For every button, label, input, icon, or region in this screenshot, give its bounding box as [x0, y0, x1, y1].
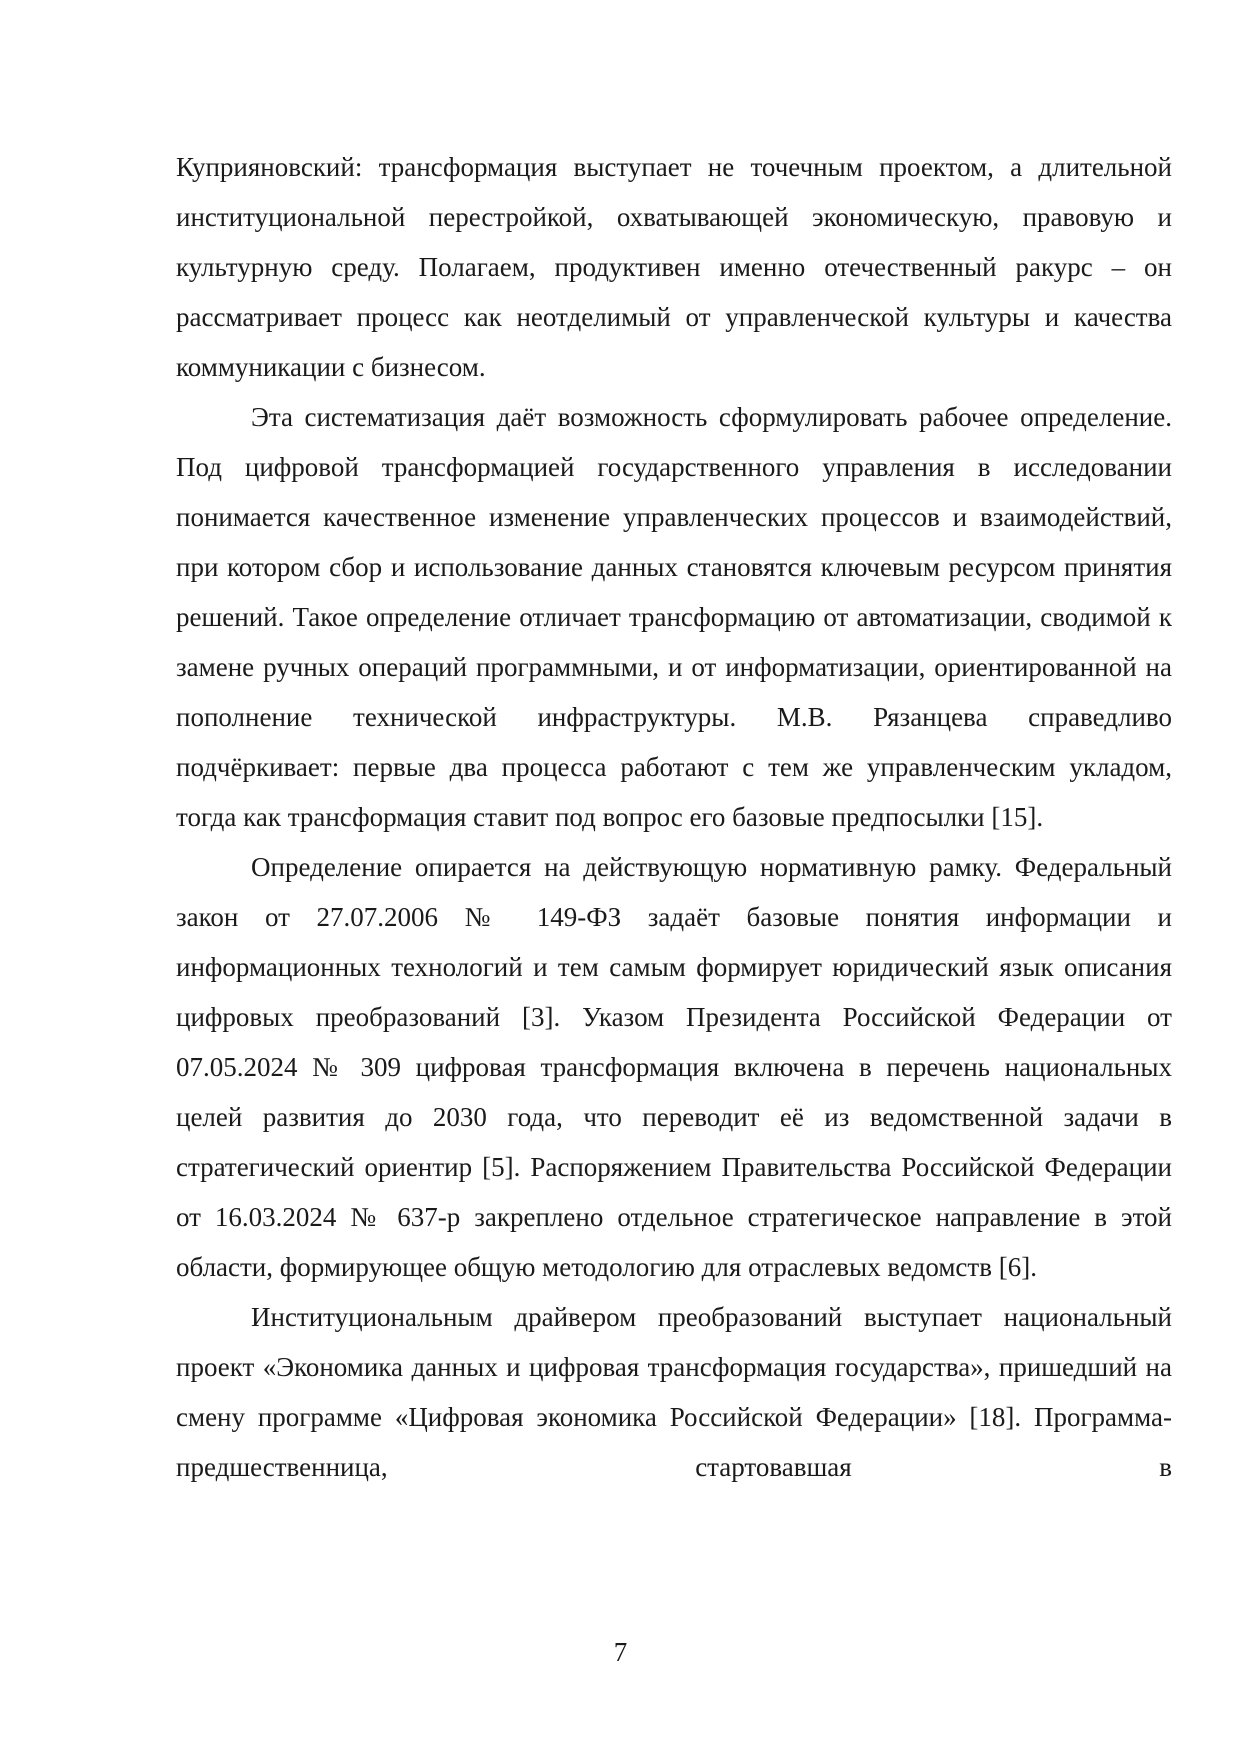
paragraph-4: Институциональным драйвером преобразований выступает национальный проект «Экономика данных и цифровая трансформация государства», пришедший на смену программе «Цифровая экономика Российской Федерации» [18]. Программа-предшественница, стартовавшая в	[176, 1302, 1172, 1482]
paragraph-3: Определение опирается на действующую нормативную рамку. Федеральный закон от 27.07.2006 № 149-ФЗ задаёт базовые понятия информации и информационных технологий и тем самым формирует юридический язык описания цифровых преобразований [3]. Указом Президента Российской Федерации от 07.05.2024 № 309 цифровая трансформация включена в перечень национальных целей развития до 2030 года, что переводит её из ведомственной задачи в стратегический ориентир [5]. Распоряжением Правительства Российской Федерации от 16.03.2024 № 637-р закреплено отдельное стратегическое направление в этой области, формирующее общую методологию для отраслевых ведомств [6].	[176, 852, 1172, 1282]
body-text	[176, 142, 1172, 1492]
paragraph-1: Куприяновский: трансформация выступает не точечным проектом, а длительной институциональной перестройкой, охватывающей экономическую, правовую и культурную среду. Полагаем, продуктивен именно отечественный ракурс – он рассматривает процесс как неотделимый от управленческой культуры и качества коммуникации с бизнесом.	[176, 152, 1172, 382]
paragraph-2: Эта систематизация даёт возможность сформулировать рабочее определение. Под цифровой трансформацией государственного управления в исследовании понимается качественное изменение управленческих процессов и взаимодействий, при котором сбор и использование данных становятся ключевым ресурсом принятия решений. Такое определение отличает трансформацию от автоматизации, сводимой к замене ручных операций программными, и от информатизации, ориентированной на пополнение технической инфраструктуры. М.В. Рязанцева справедливо подчёркивает: первые два процесса работают с тем же управленческим укладом, тогда как трансформация ставит под вопрос его базовые предпосылки [15].	[176, 402, 1172, 832]
page-number: 7	[613, 1637, 628, 1667]
